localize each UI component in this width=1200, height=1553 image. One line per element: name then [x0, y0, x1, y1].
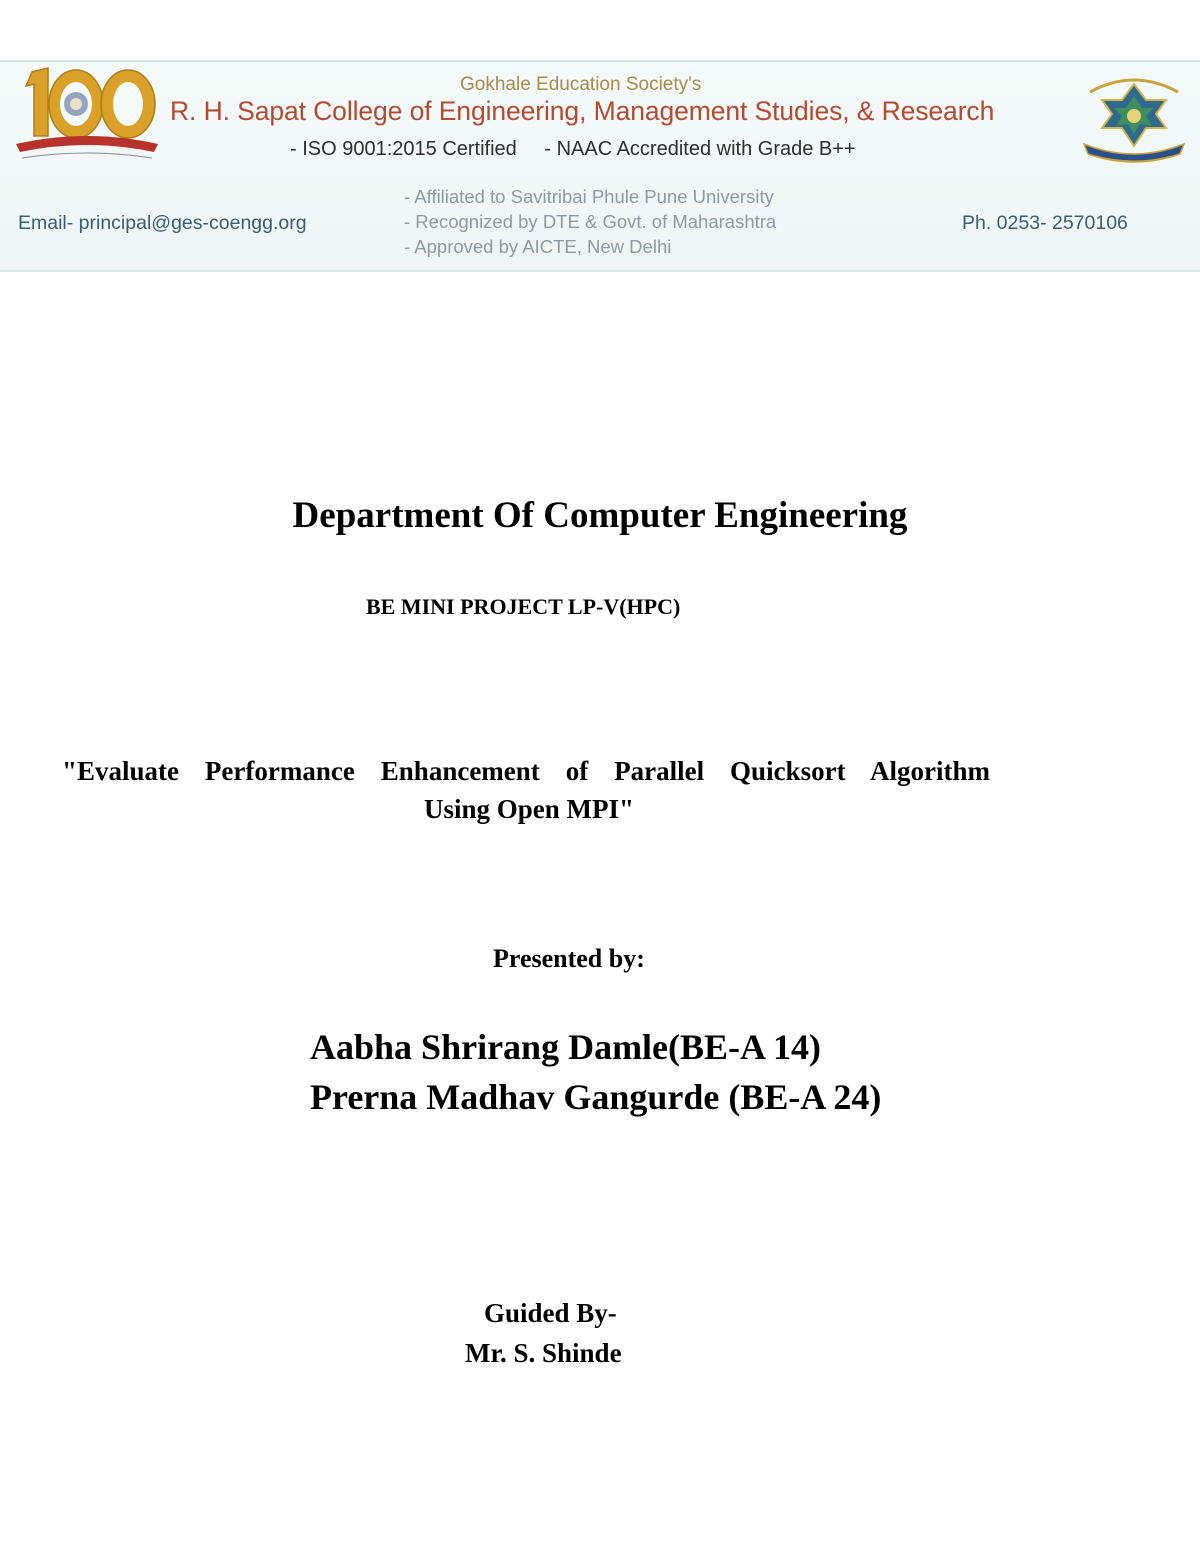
college-phone: Ph. 0253- 2570106 — [962, 212, 1128, 234]
team-member: Aabha Shrirang Damle(BE-A 14) — [310, 1027, 822, 1067]
college-email: Email- principal@ges-coengg.org — [18, 212, 307, 234]
project-topic-line-1: "Evaluate Performance Enhancement of Parallel Quicksort Algorithm — [62, 756, 990, 786]
guide-name: Mr. S. Shinde — [465, 1338, 622, 1368]
college-name: R. H. Sapat College of Engineering, Management Studies, & Research — [170, 96, 995, 126]
college-emblem-icon — [1076, 70, 1192, 170]
department-title: Department Of Computer Engineering — [292, 495, 908, 536]
affiliation-item: - Approved by AICTE, New Delhi — [404, 236, 672, 257]
presented-by-label: Presented by: — [493, 944, 645, 973]
affiliation-item: - Recognized by DTE & Govt. of Maharashtra — [404, 211, 777, 232]
project-topic-line-2: Using Open MPI" — [424, 794, 635, 824]
affiliation-item: - Affiliated to Savitribai Phule Pune University — [404, 186, 774, 207]
affiliations-list — [404, 184, 776, 259]
certifications — [290, 138, 856, 161]
team-member: Prerna Madhav Gangurde (BE-A 24) — [310, 1077, 882, 1117]
centenary-100-logo-icon — [14, 66, 160, 164]
naac-accreditation: - NAAC Accredited with Grade B++ — [544, 138, 856, 160]
guided-by-label: Guided By- — [484, 1298, 617, 1328]
society-name: Gokhale Education Society's — [460, 74, 702, 95]
letterhead-banner — [0, 60, 1200, 272]
project-subtitle: BE MINI PROJECT LP-V(HPC) — [366, 594, 681, 619]
iso-certification: - ISO 9001:2015 Certified — [290, 138, 517, 160]
